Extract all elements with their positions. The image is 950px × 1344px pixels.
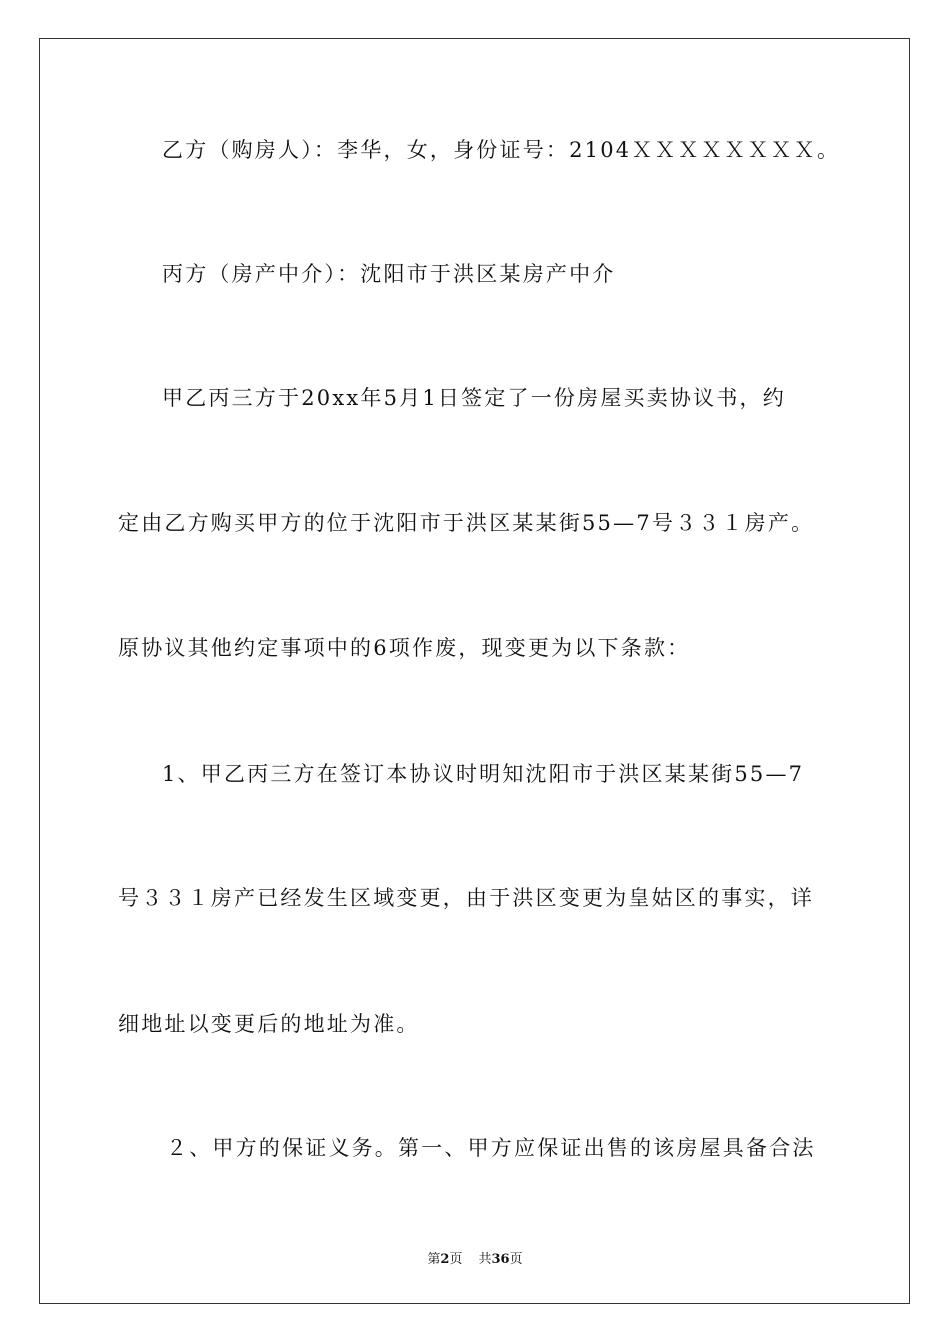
paragraph-line-agreement-2: 定由乙方购买甲方的位于沈阳市于洪区某某街55—7号３３１房产。 — [118, 511, 815, 535]
footer-total-pages: 36 — [491, 1252, 510, 1267]
paragraph-line-agreement-1: 甲乙丙三方于20xx年5月1日签定了一份房屋买卖协议书，约 — [162, 386, 786, 410]
clause-1-line-1: 1、甲乙丙三方在签订本协议时明知沈阳市于洪区某某街55—7 — [162, 762, 805, 786]
paragraph-line-party-c: 丙方（房产中介）：沈阳市于洪区某房产中介 — [162, 262, 616, 286]
footer-total-prefix: 共 — [478, 1252, 492, 1267]
footer-page-number: 2 — [440, 1252, 450, 1267]
paragraph-line-agreement-3: 原协议其他约定事项中的6项作废，现变更为以下条款： — [118, 636, 691, 660]
footer-total-suffix: 页 — [509, 1252, 523, 1267]
paragraph-line-party-b: 乙方（购房人）：李华，女，身份证号：2104ＸＸＸＸＸＸＸＸ。 — [162, 138, 841, 162]
page-border — [39, 38, 910, 1304]
clause-2-line-1: ２、甲方的保证义务。第一、甲方应保证出售的该房屋具备合法 — [166, 1136, 816, 1160]
clause-1-line-2: 号３３１房产已经发生区域变更，由于洪区变更为皇姑区的事实，详 — [118, 886, 814, 910]
footer-page-prefix: 第 — [427, 1252, 441, 1267]
footer-page-suffix: 页 — [449, 1252, 463, 1267]
page-footer — [0, 1248, 950, 1267]
clause-1-line-3: 细地址以变更后的地址为准。 — [118, 1012, 420, 1036]
